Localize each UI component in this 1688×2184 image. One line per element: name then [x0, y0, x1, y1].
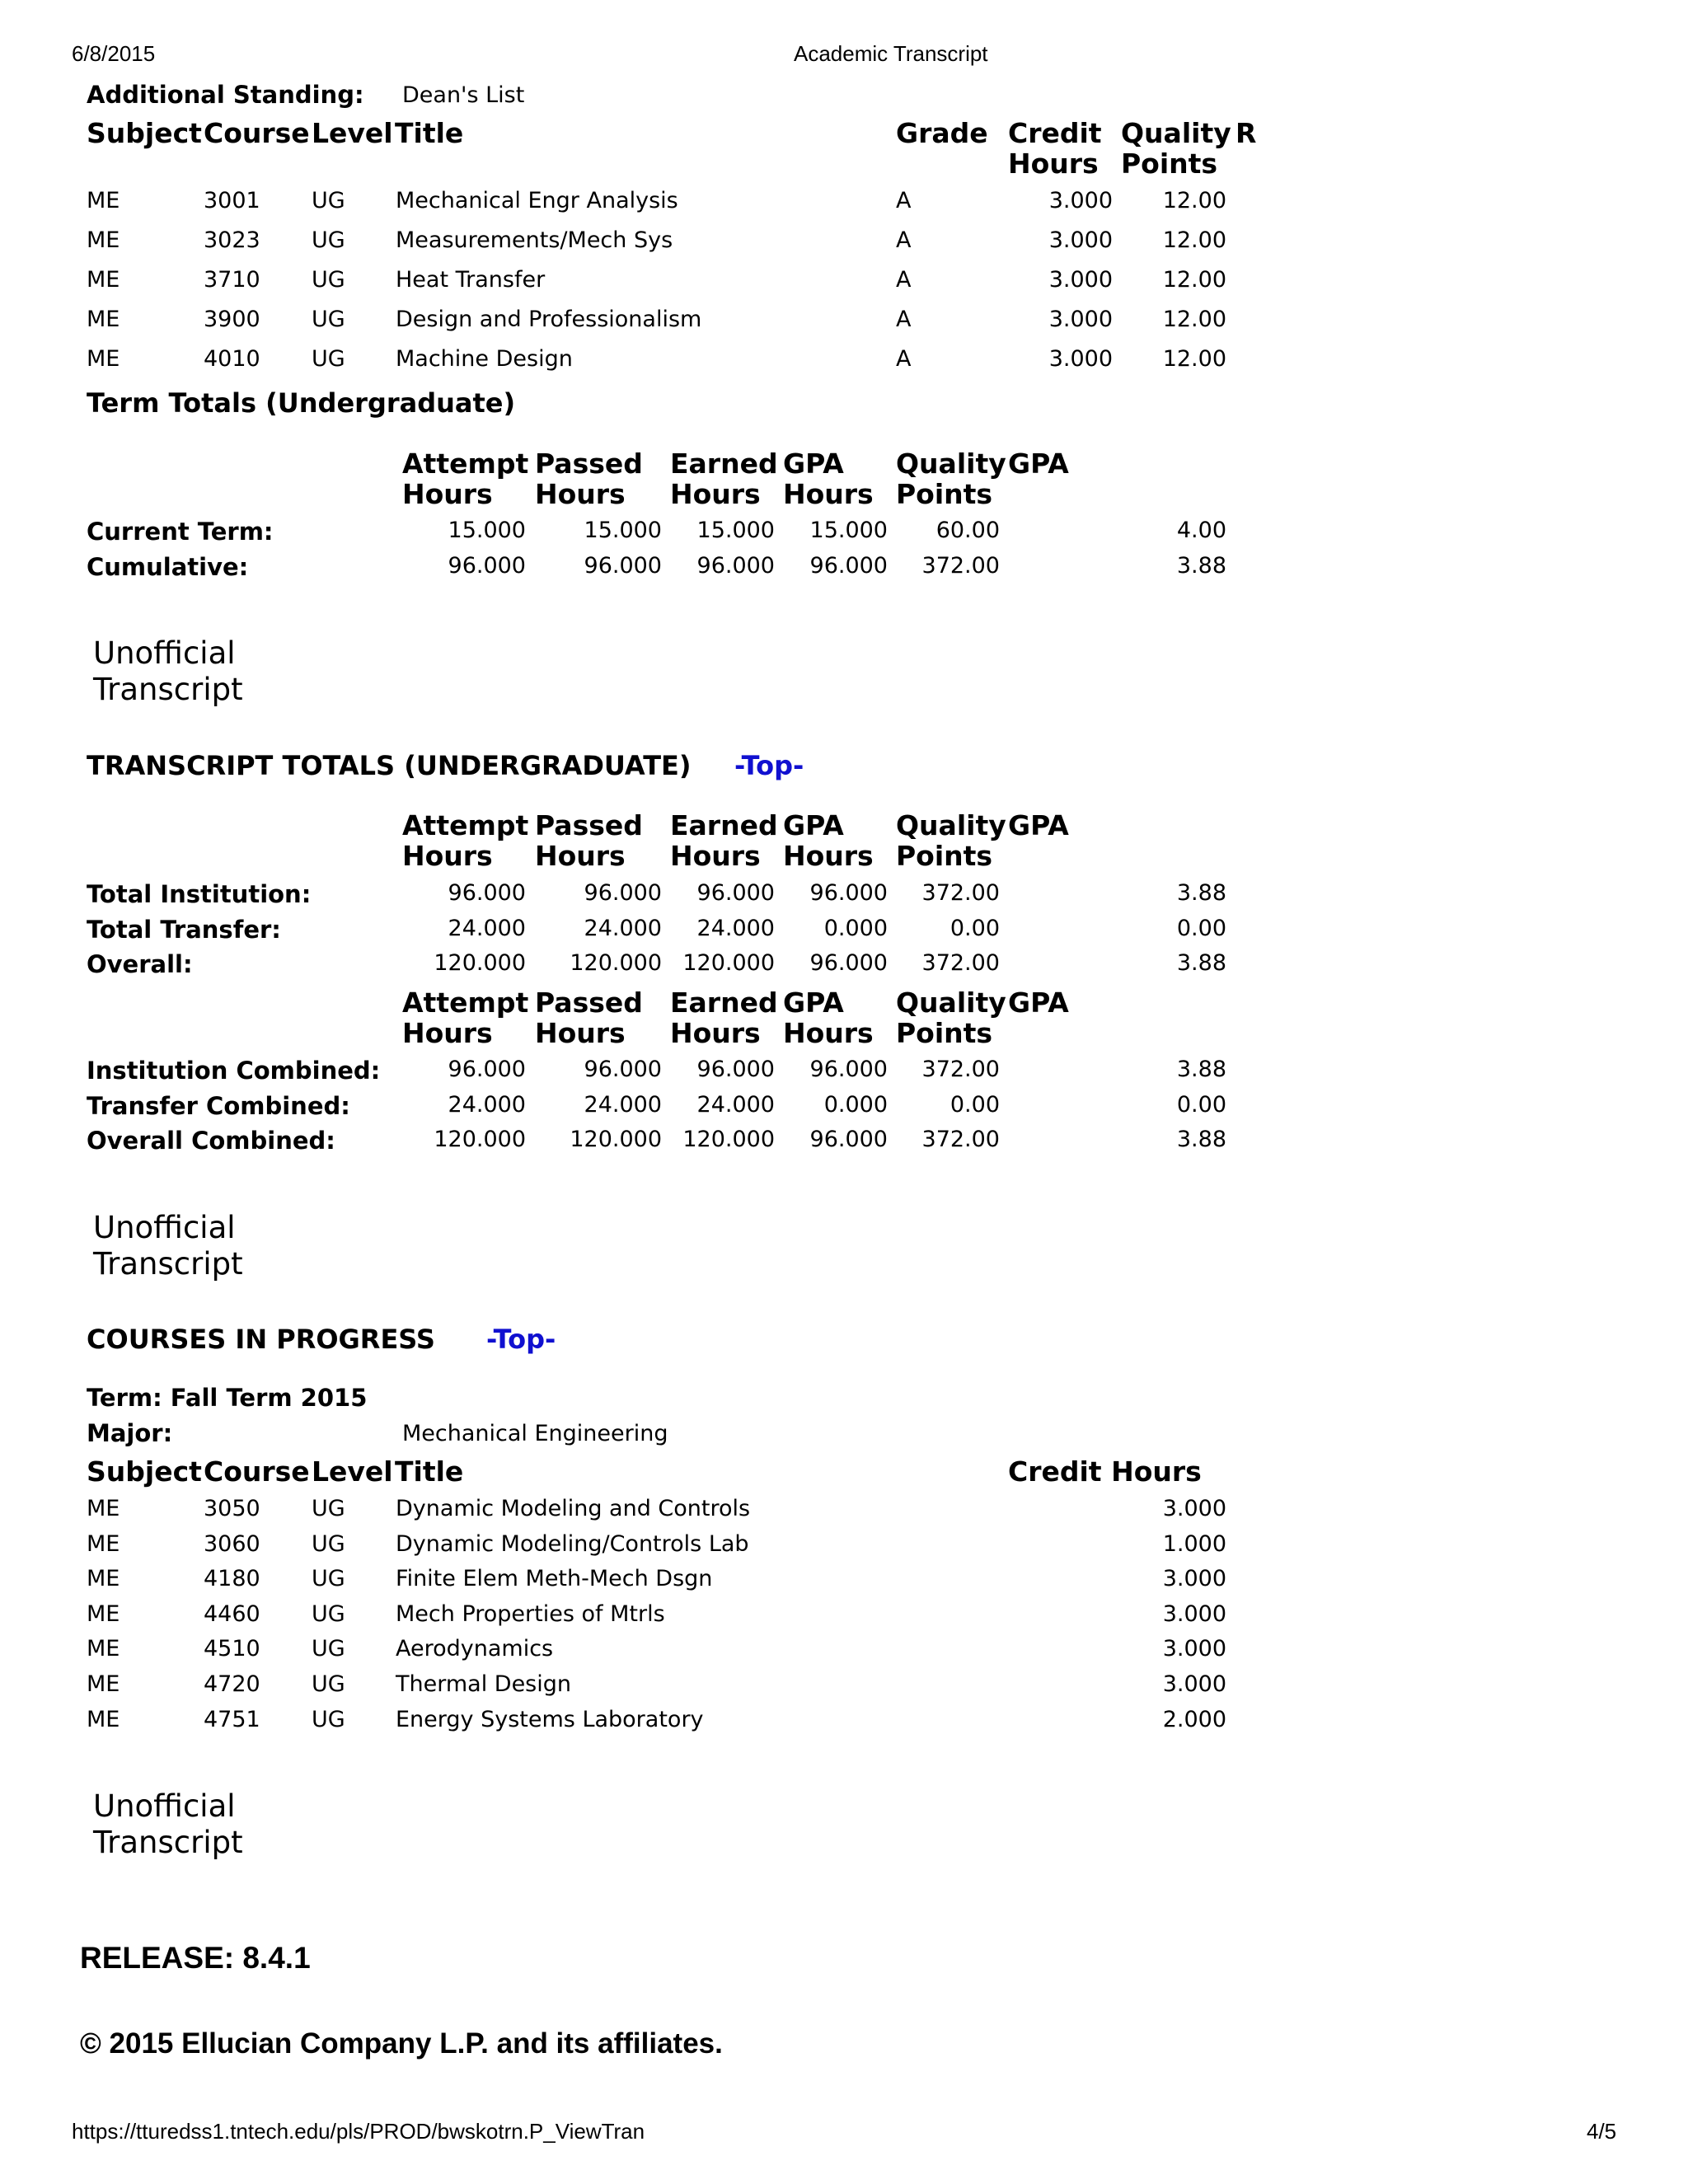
cell-subject: ME [87, 1671, 120, 1697]
top-link[interactable]: -Top- [734, 750, 804, 781]
cell-credit: 3.000 [1048, 307, 1113, 332]
cell-grade: A [896, 188, 912, 213]
cell-earned: 24.000 [696, 916, 775, 941]
cell-subject: ME [87, 1496, 120, 1521]
cell-gpa: 3.88 [1176, 1127, 1226, 1152]
cell-attempt: 24.000 [448, 916, 526, 941]
cell-credit: 3.000 [1162, 1496, 1226, 1521]
cell-course: 4720 [204, 1671, 260, 1697]
cell-quality-points: 0.00 [950, 1092, 1000, 1118]
row-label: Overall: [87, 950, 193, 978]
unofficial-watermark: Unofficial Transcript [93, 1210, 243, 1282]
cell-credit: 3.000 [1162, 1636, 1226, 1661]
col-title: Title [395, 117, 464, 149]
cell-gpa: 0.00 [1176, 916, 1226, 941]
cell-quality-points: 12.00 [1162, 227, 1226, 253]
col-passed-hours: Passed Hours [535, 809, 643, 872]
cell-passed: 24.000 [584, 1092, 662, 1118]
cell-quality-points: 372.00 [921, 1057, 1000, 1082]
release-version: RELEASE: 8.4.1 [80, 1941, 311, 1975]
cell-gpa: 3.88 [1176, 950, 1226, 976]
cell-attempt: 120.000 [434, 1127, 526, 1152]
cell-course: 4010 [204, 346, 260, 372]
cell-attempt: 15.000 [448, 518, 526, 543]
col-credit-hours: Credit Hours [1008, 117, 1102, 180]
cell-attempt: 24.000 [448, 1092, 526, 1118]
cell-title: Measurements/Mech Sys [396, 227, 673, 253]
cell-credit: 3.000 [1162, 1601, 1226, 1627]
cell-attempt: 120.000 [434, 950, 526, 976]
cell-course: 4460 [204, 1601, 260, 1627]
row-label: Total Institution: [87, 880, 312, 908]
cell-grade: A [896, 346, 912, 372]
cell-passed: 15.000 [584, 518, 662, 543]
unofficial-watermark: Unofficial Transcript [93, 635, 243, 707]
cell-gpa: 3.88 [1176, 1057, 1226, 1082]
cell-attempt: 96.000 [448, 1057, 526, 1082]
row-label: Institution Combined: [87, 1057, 381, 1085]
cell-level: UG [312, 227, 345, 253]
col-gpa-hours: GPA Hours [783, 987, 874, 1049]
transcript-totals-heading: TRANSCRIPT TOTALS (UNDERGRADUATE) [87, 750, 692, 781]
col-level: Level [312, 117, 393, 149]
cell-gpa: 0.00 [1176, 1092, 1226, 1118]
unofficial-watermark: Unofficial Transcript [93, 1788, 243, 1860]
cell-course: 4180 [204, 1566, 260, 1591]
cell-level: UG [312, 1531, 345, 1557]
cell-gpa-hours: 96.000 [809, 553, 888, 579]
cell-passed: 120.000 [570, 950, 662, 976]
cell-course: 3023 [204, 227, 260, 253]
cell-grade: A [896, 307, 912, 332]
col-attempt-hours: Attempt Hours [402, 809, 529, 872]
col-earned-hours: Earned Hours [670, 987, 778, 1049]
cell-passed: 96.000 [584, 553, 662, 579]
cell-title: Mechanical Engr Analysis [396, 188, 678, 213]
row-label: Cumulative: [87, 553, 249, 581]
row-label: Total Transfer: [87, 916, 281, 944]
cell-credit: 3.000 [1048, 346, 1113, 372]
col-level: Level [312, 1455, 393, 1488]
cell-subject: ME [87, 267, 120, 293]
cell-quality-points: 372.00 [921, 553, 1000, 579]
col-passed-hours: Passed Hours [535, 987, 643, 1049]
col-quality-points: Quality Points [896, 809, 1006, 872]
col-quality-points: Quality Points [1121, 117, 1231, 180]
cell-title: Thermal Design [396, 1671, 571, 1697]
cell-quality-points: 12.00 [1162, 188, 1226, 213]
in-progress-heading: COURSES IN PROGRESS [87, 1324, 435, 1355]
cell-gpa: 3.88 [1176, 880, 1226, 906]
cell-passed: 120.000 [570, 1127, 662, 1152]
col-course: Course [204, 1455, 310, 1488]
term-label: Term: Fall Term 2015 [87, 1384, 368, 1412]
cell-course: 3060 [204, 1531, 260, 1557]
cell-level: UG [312, 307, 345, 332]
col-gpa: GPA [1008, 448, 1069, 480]
col-r: R [1236, 117, 1257, 149]
page-number: 4/5 [1587, 2119, 1617, 2144]
cell-quality-points: 0.00 [950, 916, 1000, 941]
page-url: https://tturedss1.tntech.edu/pls/PROD/bwskotrn.P_ViewTran [72, 2119, 645, 2144]
cell-grade: A [896, 267, 912, 293]
row-label: Transfer Combined: [87, 1092, 350, 1120]
cell-title: Dynamic Modeling/Controls Lab [396, 1531, 749, 1557]
cell-earned: 96.000 [696, 553, 775, 579]
cell-gpa: 4.00 [1176, 518, 1226, 543]
col-gpa: GPA [1008, 809, 1069, 841]
cell-subject: ME [87, 307, 120, 332]
col-title: Title [395, 1455, 464, 1488]
cell-passed: 96.000 [584, 880, 662, 906]
cell-title: Aerodynamics [396, 1636, 554, 1661]
cell-title: Finite Elem Meth-Mech Dsgn [396, 1566, 713, 1591]
cell-quality-points: 372.00 [921, 880, 1000, 906]
cell-credit: 2.000 [1162, 1707, 1226, 1732]
cell-subject: ME [87, 1636, 120, 1661]
col-attempt-hours: Attempt Hours [402, 987, 529, 1049]
cell-credit: 3.000 [1048, 227, 1113, 253]
cell-level: UG [312, 346, 345, 372]
cell-quality-points: 12.00 [1162, 307, 1226, 332]
cell-subject: ME [87, 1566, 120, 1591]
cell-title: Heat Transfer [396, 267, 546, 293]
cell-gpa-hours: 96.000 [809, 1127, 888, 1152]
cell-attempt: 96.000 [448, 553, 526, 579]
row-label: Current Term: [87, 518, 274, 546]
cell-earned: 96.000 [696, 880, 775, 906]
standing-value: Dean's List [402, 82, 525, 108]
cell-subject: ME [87, 1531, 120, 1557]
col-grade: Grade [896, 117, 988, 149]
cell-quality-points: 372.00 [921, 1127, 1000, 1152]
col-attempt-hours: Attempt Hours [402, 448, 529, 510]
cell-gpa: 3.88 [1176, 553, 1226, 579]
cell-quality-points: 372.00 [921, 950, 1000, 976]
cell-level: UG [312, 1671, 345, 1697]
cell-attempt: 96.000 [448, 880, 526, 906]
cell-level: UG [312, 267, 345, 293]
cell-credit: 3.000 [1162, 1566, 1226, 1591]
cell-credit: 3.000 [1048, 188, 1113, 213]
col-quality-points: Quality Points [896, 448, 1006, 510]
top-link[interactable]: -Top- [486, 1324, 556, 1355]
cell-course: 3900 [204, 307, 260, 332]
cell-credit: 1.000 [1162, 1531, 1226, 1557]
col-credit-hours: Credit Hours [1008, 1455, 1202, 1488]
cell-subject: ME [87, 1601, 120, 1627]
col-gpa-hours: GPA Hours [783, 809, 874, 872]
cell-passed: 24.000 [584, 916, 662, 941]
print-date: 6/8/2015 [72, 41, 156, 66]
row-label: Overall Combined: [87, 1127, 335, 1155]
cell-quality-points: 12.00 [1162, 346, 1226, 372]
cell-earned: 96.000 [696, 1057, 775, 1082]
cell-grade: A [896, 227, 912, 253]
cell-gpa-hours: 96.000 [809, 950, 888, 976]
col-subject: Subject [87, 1455, 202, 1488]
major-label: Major: [87, 1419, 173, 1447]
cell-passed: 96.000 [584, 1057, 662, 1082]
cell-credit: 3.000 [1048, 267, 1113, 293]
col-gpa: GPA [1008, 987, 1069, 1019]
cell-level: UG [312, 188, 345, 213]
col-quality-points: Quality Points [896, 987, 1006, 1049]
page-title: Academic Transcript [794, 41, 988, 66]
term-totals-heading: Term Totals (Undergraduate) [87, 387, 516, 419]
major-value: Mechanical Engineering [402, 1421, 668, 1446]
cell-earned: 15.000 [696, 518, 775, 543]
col-course: Course [204, 117, 310, 149]
cell-title: Energy Systems Laboratory [396, 1707, 704, 1732]
cell-title: Dynamic Modeling and Controls [396, 1496, 751, 1521]
cell-course: 4751 [204, 1707, 260, 1732]
cell-quality-points: 12.00 [1162, 267, 1226, 293]
cell-course: 3050 [204, 1496, 260, 1521]
cell-subject: ME [87, 227, 120, 253]
cell-earned: 24.000 [696, 1092, 775, 1118]
col-earned-hours: Earned Hours [670, 448, 778, 510]
standing-label: Additional Standing: [87, 81, 364, 109]
cell-gpa-hours: 96.000 [809, 1057, 888, 1082]
cell-gpa-hours: 0.000 [823, 916, 888, 941]
cell-earned: 120.000 [682, 950, 775, 976]
cell-level: UG [312, 1496, 345, 1521]
cell-level: UG [312, 1566, 345, 1591]
cell-title: Mech Properties of Mtrls [396, 1601, 665, 1627]
col-subject: Subject [87, 117, 202, 149]
cell-subject: ME [87, 346, 120, 372]
cell-title: Design and Professionalism [396, 307, 702, 332]
cell-gpa-hours: 15.000 [809, 518, 888, 543]
col-earned-hours: Earned Hours [670, 809, 778, 872]
cell-subject: ME [87, 1707, 120, 1732]
cell-subject: ME [87, 188, 120, 213]
cell-gpa-hours: 96.000 [809, 880, 888, 906]
cell-earned: 120.000 [682, 1127, 775, 1152]
cell-quality-points: 60.00 [935, 518, 1000, 543]
cell-credit: 3.000 [1162, 1671, 1226, 1697]
cell-title: Machine Design [396, 346, 573, 372]
cell-course: 3710 [204, 267, 260, 293]
cell-level: UG [312, 1601, 345, 1627]
cell-level: UG [312, 1636, 345, 1661]
cell-gpa-hours: 0.000 [823, 1092, 888, 1118]
cell-course: 3001 [204, 188, 260, 213]
cell-level: UG [312, 1707, 345, 1732]
col-gpa-hours: GPA Hours [783, 448, 874, 510]
col-passed-hours: Passed Hours [535, 448, 643, 510]
cell-course: 4510 [204, 1636, 260, 1661]
copyright-notice: © 2015 Ellucian Company L.P. and its affiliates. [80, 2027, 723, 2060]
